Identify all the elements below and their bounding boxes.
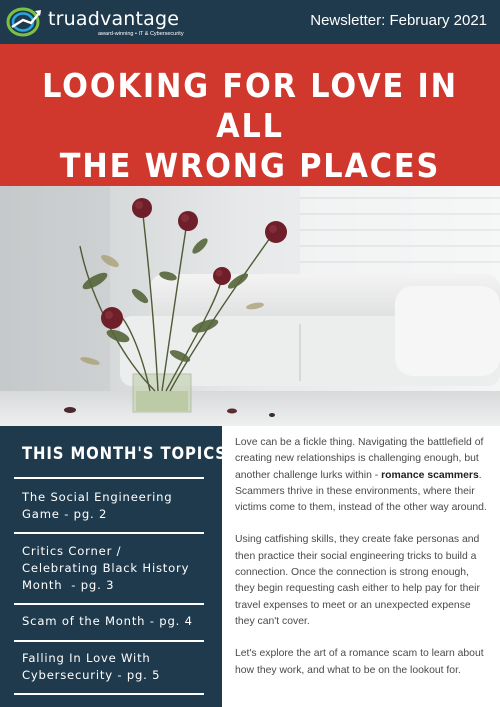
topic-divider <box>14 532 204 534</box>
headline <box>20 44 480 186</box>
topic-line: Celebrating Black History <box>22 561 190 575</box>
header-bar <box>0 0 500 44</box>
topics-sidebar <box>0 426 234 707</box>
topic-item-social-engineering[interactable] <box>22 489 212 523</box>
topic-item-critics-corner[interactable] <box>22 543 212 594</box>
headline-banner <box>0 44 500 186</box>
topic-item-scam-of-the-month[interactable] <box>22 613 212 630</box>
topic-line: Month - pg. 3 <box>22 578 115 592</box>
topic-divider <box>14 603 204 605</box>
topic-line: Cybersecurity - pg. 5 <box>22 668 161 682</box>
headline-line-1: LOOKING FOR LOVE IN ALL <box>42 66 458 145</box>
article-paragraph-2: Using catfishing skills, they create fake personas and then practice their social engineering tricks to build a connection. Once the connection is strong enough, they begin requesting cash either to help pay for their travel expenses to meet or an unexpected expense they can't cover. <box>235 534 480 627</box>
topic-divider <box>14 640 204 642</box>
topic-line: Falling In Love With <box>22 651 151 665</box>
topic-line: The Social Engineering <box>22 490 173 504</box>
topic-line: Game - pg. 2 <box>22 507 108 521</box>
brand-logo[interactable] <box>6 4 206 42</box>
hero-photo <box>0 186 500 426</box>
wilted-roses-image <box>0 186 500 426</box>
brand-tagline: award-winning • IT & Cybersecurity <box>98 31 184 37</box>
headline-line-2: THE WRONG PLACES <box>59 146 441 185</box>
topics-title: THIS MONTH'S TOPICS: <box>22 444 234 463</box>
newsletter-date: Newsletter: February 2021 <box>310 12 487 29</box>
topic-item-falling-in-love[interactable] <box>22 650 212 684</box>
article-body <box>235 435 487 695</box>
article-paragraph-3: Let's explore the art of a romance scam to learn about how they work, and what to be on the lookout for. <box>235 648 484 676</box>
topic-line: Scam of the Month - pg. 4 <box>22 614 193 628</box>
topic-divider <box>14 477 204 479</box>
article-text: Love can be a fickle thing. Navigating the battlefield of creating new relationships is challenging enough, but another challenge lurks within - <box>235 437 484 481</box>
article-bold-text: romance scammers <box>381 469 479 481</box>
brand-name: truadvantage <box>48 8 180 30</box>
topic-divider <box>14 693 204 695</box>
article-text: . Scammers thrive in these environments, where their victims come to them, instead of the other way around. <box>235 469 487 514</box>
article-paragraph-1 <box>235 435 487 516</box>
topic-line: Critics Corner / <box>22 544 122 558</box>
tru-swirl-logo-icon <box>6 6 42 38</box>
